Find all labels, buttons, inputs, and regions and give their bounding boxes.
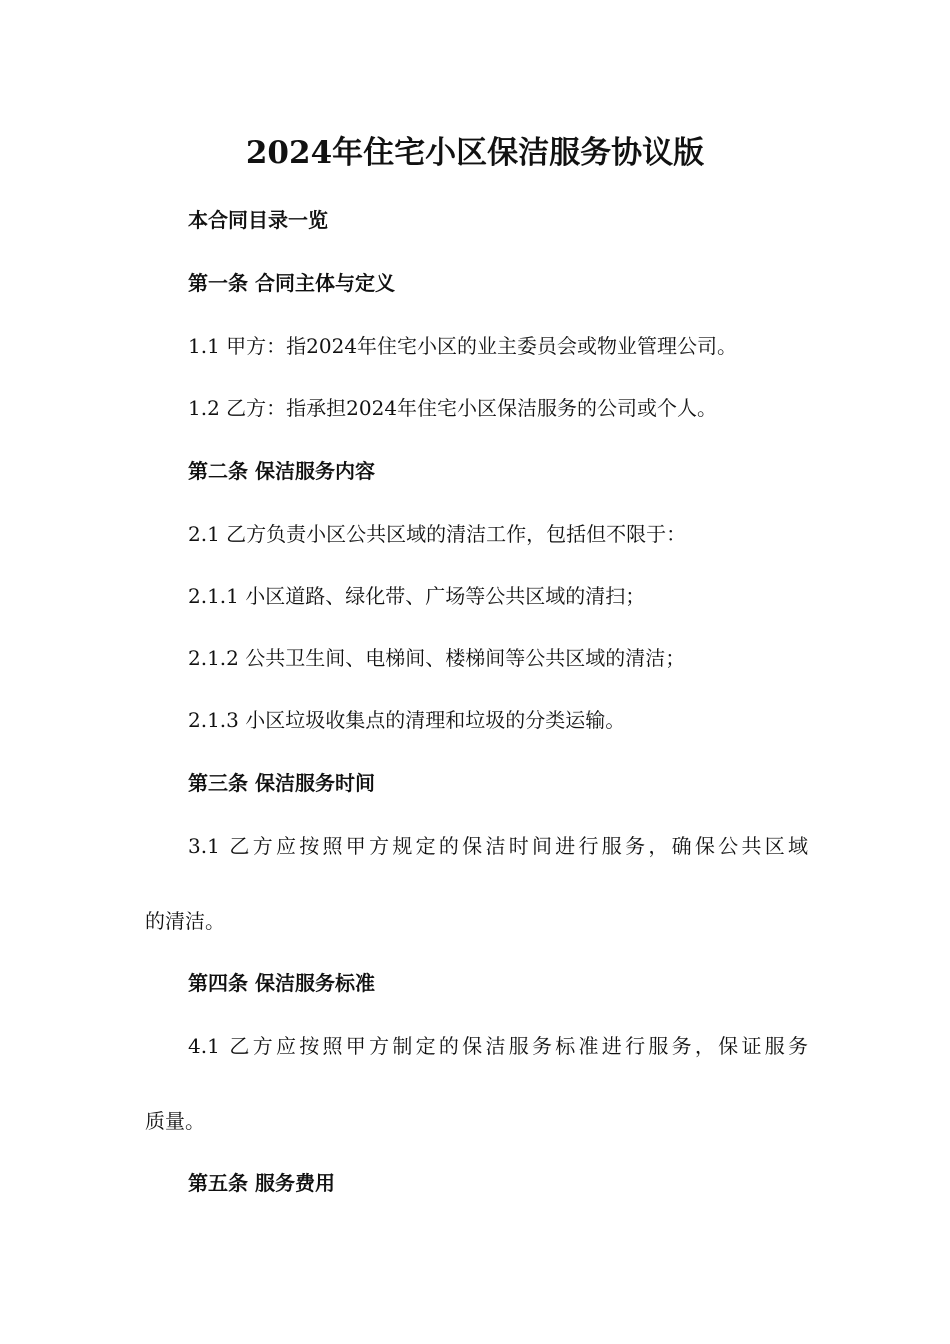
clause-3-1-line-2: 的清洁。	[145, 909, 225, 933]
article-4-heading: 第四条 保洁服务标准	[188, 971, 375, 995]
article-5-heading: 第五条 服务费用	[188, 1171, 335, 1195]
clause-1-2: 1.2 乙方：指承担2024年住宅小区保洁服务的公司或个人。	[188, 396, 718, 420]
article-3-heading: 第三条 保洁服务时间	[188, 771, 375, 795]
toc-heading: 本合同目录一览	[188, 208, 328, 232]
clause-1-1: 1.1 甲方：指2024年住宅小区的业主委员会或物业管理公司。	[188, 334, 738, 358]
article-2-heading: 第二条 保洁服务内容	[188, 459, 375, 483]
clause-2-1-2: 2.1.2 公共卫生间、电梯间、楼梯间等公共区域的清洁；	[188, 646, 686, 670]
clause-2-1-1: 2.1.1 小区道路、绿化带、广场等公共区域的清扫；	[188, 584, 646, 608]
clause-3-1-line-1: 3.1 乙方应按照甲方规定的保洁时间进行服务，确保公共区域	[188, 834, 808, 858]
clause-4-1-line-1: 4.1 乙方应按照甲方制定的保洁服务标准进行服务，保证服务	[188, 1034, 808, 1058]
document-title: 2024年住宅小区保洁服务协议版	[245, 135, 705, 171]
clause-4-1-line-2: 质量。	[145, 1109, 205, 1133]
clause-2-1-3: 2.1.3 小区垃圾收集点的清理和垃圾的分类运输。	[188, 708, 626, 732]
article-1-heading: 第一条 合同主体与定义	[188, 271, 395, 295]
clause-2-1: 2.1 乙方负责小区公共区域的清洁工作，包括但不限于：	[188, 522, 687, 546]
